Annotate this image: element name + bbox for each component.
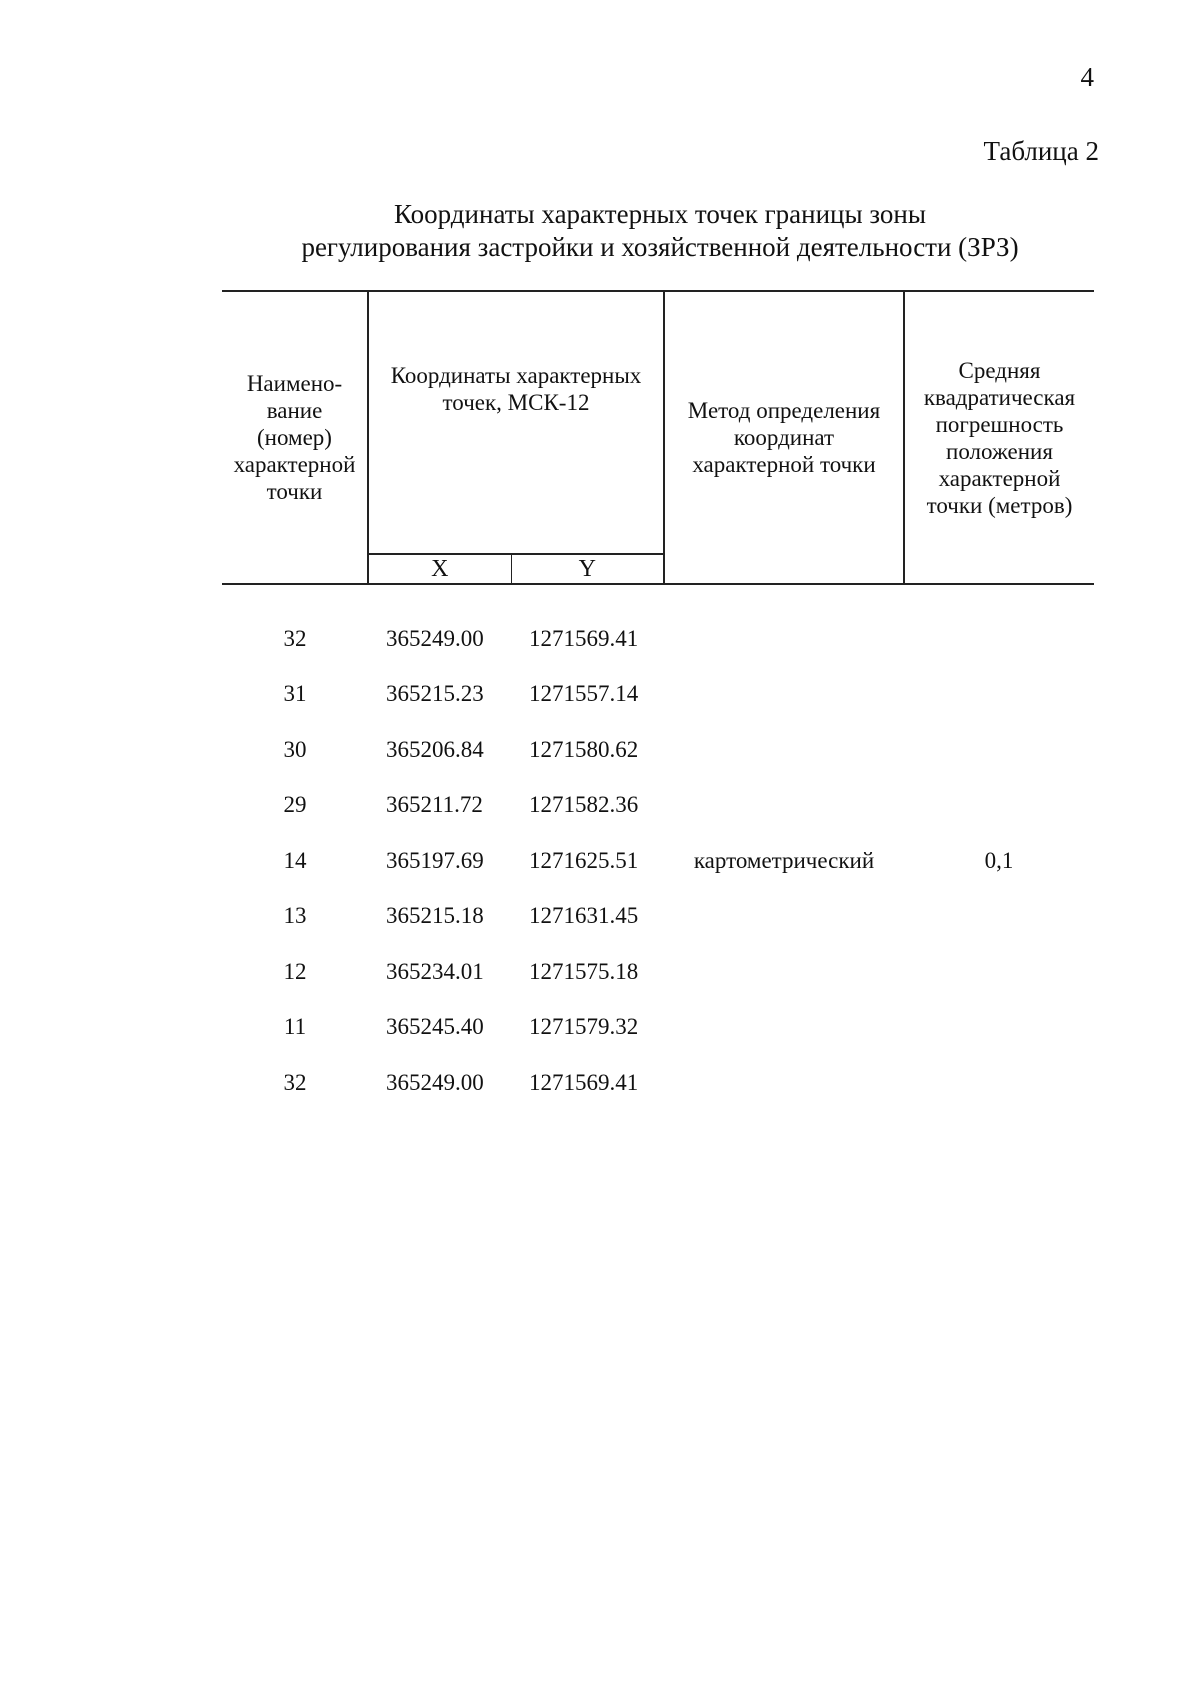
point-number: 11 xyxy=(283,1014,307,1040)
document-title xyxy=(220,198,1100,264)
x-coordinate: 365215.18 xyxy=(386,903,484,929)
point-number: 30 xyxy=(283,736,307,762)
header-line: характерной xyxy=(233,452,356,477)
x-coordinate: 365234.01 xyxy=(386,958,484,984)
y-coordinate: 1271569.41 xyxy=(529,625,639,651)
point-number: 31 xyxy=(283,681,307,707)
table-body xyxy=(222,584,1094,1111)
x-coordinate: 365197.69 xyxy=(386,847,484,873)
point-number: 29 xyxy=(283,792,307,818)
x-coordinate: 365211.72 xyxy=(386,792,483,818)
header-line: координат xyxy=(733,425,835,450)
method-cell: картометрический xyxy=(693,847,875,873)
point-number: 12 xyxy=(283,958,307,984)
header-line: Метод определения xyxy=(687,398,881,423)
point-number: 14 xyxy=(283,847,307,873)
header-line: вание xyxy=(266,398,323,423)
y-coordinate: 1271569.41 xyxy=(529,1069,639,1095)
x-coordinate: 365215.23 xyxy=(386,681,484,707)
y-coordinate: 1271625.51 xyxy=(529,847,639,873)
point-number: 32 xyxy=(283,1069,307,1095)
x-coordinate: 365249.00 xyxy=(386,1069,484,1095)
header-line: точки xyxy=(266,479,323,504)
table-header xyxy=(222,291,1094,584)
y-coordinate: 1271579.32 xyxy=(529,1014,639,1040)
header-error xyxy=(904,291,1094,584)
point-number: 32 xyxy=(283,625,307,651)
header-line: характерной точки xyxy=(692,452,876,477)
table-caption: Таблица 2 xyxy=(983,136,1099,166)
header-line: квадратическая xyxy=(923,384,1076,410)
header-x: X xyxy=(368,554,511,584)
header-line: (номер) xyxy=(257,425,332,450)
x-coordinate: 365245.40 xyxy=(386,1014,484,1040)
y-coordinate: 1271631.45 xyxy=(529,903,639,929)
y-coordinate: 1271575.18 xyxy=(529,958,639,984)
header-line: погрешность xyxy=(935,411,1064,437)
table-row xyxy=(222,584,1094,667)
header-line: точек, МСК-12 xyxy=(442,390,590,415)
header-line: положения xyxy=(946,438,1053,464)
header-y: Y xyxy=(511,554,664,584)
header-line: точки (метров) xyxy=(926,492,1073,518)
y-coordinate: 1271582.36 xyxy=(529,792,639,818)
header-coordinates xyxy=(368,291,664,554)
point-number: 13 xyxy=(283,903,307,929)
header-line: Средняя xyxy=(958,357,1041,383)
y-coordinate: 1271557.14 xyxy=(529,681,639,707)
header-method xyxy=(664,291,904,584)
x-coordinate: 365206.84 xyxy=(386,736,484,762)
header-line: Координаты характерных xyxy=(390,363,642,388)
header-point-name xyxy=(222,291,368,584)
error-cell: 0,1 xyxy=(984,847,1014,873)
x-coordinate: 365249.00 xyxy=(386,625,484,651)
coordinates-table xyxy=(222,290,1094,1111)
y-coordinate: 1271580.62 xyxy=(529,736,639,762)
header-line: Наимено- xyxy=(246,371,343,396)
title-line-2: регулирования застройки и хозяйственной деятельности (ЗРЗ) xyxy=(301,232,1019,262)
title-line-1: Координаты характерных точек границы зоны xyxy=(394,199,926,229)
header-line: характерной xyxy=(938,465,1061,491)
page-number: 4 xyxy=(1080,62,1094,92)
